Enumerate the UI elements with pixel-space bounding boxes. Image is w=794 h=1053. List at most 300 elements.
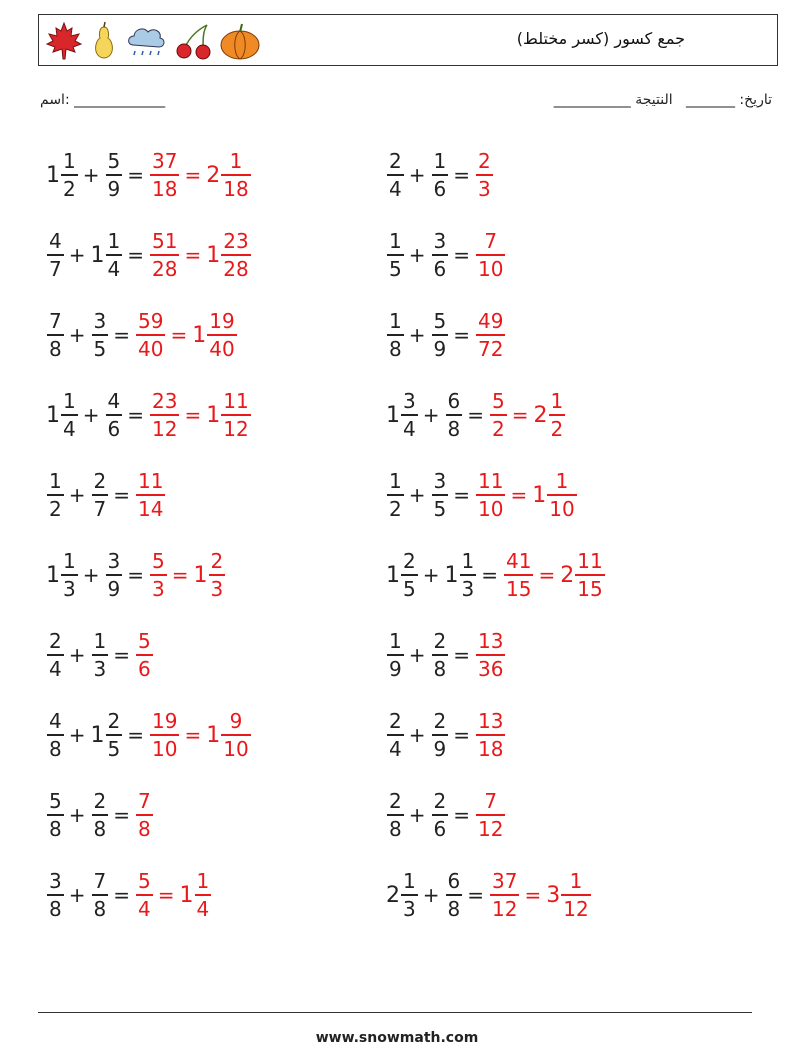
answer-fraction (135, 309, 165, 361)
fraction-bar (106, 174, 123, 176)
equals-sign: = (113, 883, 130, 907)
denominator: 2 (389, 496, 402, 521)
answer (475, 229, 505, 281)
fraction-bar (61, 574, 78, 576)
equals-sign: = (113, 483, 130, 507)
addend-a (46, 149, 78, 201)
denominator: 8 (389, 816, 402, 841)
fraction (504, 549, 533, 601)
denominator: 3 (63, 576, 76, 601)
answer-fraction (475, 469, 505, 521)
addend-a (386, 389, 418, 441)
maple-leaf-icon (45, 21, 83, 61)
answer-mixed-number (206, 709, 250, 761)
pear-icon (89, 21, 119, 61)
fraction (92, 789, 109, 841)
fraction-bar (387, 814, 404, 816)
fraction (150, 389, 179, 441)
denominator: 6 (433, 816, 447, 841)
answer (135, 789, 153, 841)
whole-number: 2 (533, 402, 548, 428)
numerator: 4 (49, 709, 62, 734)
denominator: 2 (49, 496, 62, 521)
fraction (92, 469, 109, 521)
fraction-bar (92, 334, 109, 336)
addend-a (386, 229, 404, 281)
numerator: 1 (569, 869, 583, 894)
fraction-bar (209, 574, 226, 576)
denominator: 9 (107, 576, 121, 601)
fraction (106, 549, 123, 601)
answer-fraction (149, 229, 179, 281)
numerator: 3 (403, 389, 416, 414)
fraction-bar (221, 254, 250, 256)
fraction-bar (136, 334, 165, 336)
problem-row (46, 780, 153, 850)
denominator: 8 (49, 896, 62, 921)
numerator: 4 (107, 389, 121, 414)
denominator: 10 (478, 496, 504, 521)
fraction-bar (47, 814, 64, 816)
fraction (432, 629, 449, 681)
fraction-bar (401, 894, 418, 896)
fraction-bar (432, 494, 449, 496)
numerator: 19 (209, 309, 235, 334)
problem-row (46, 460, 165, 530)
whole-number: 1 (46, 162, 60, 188)
addend-b (91, 709, 123, 761)
numerator: 2 (210, 549, 224, 574)
whole-number: 1 (46, 562, 60, 588)
fraction-bar (387, 734, 404, 736)
fraction-bar (476, 254, 505, 256)
fraction-bar (575, 574, 604, 576)
denominator: 4 (138, 896, 151, 921)
fraction-bar (47, 254, 64, 256)
denominator: 6 (138, 656, 151, 681)
addend-b (445, 549, 477, 601)
denominator: 14 (138, 496, 164, 521)
denominator: 10 (152, 736, 178, 761)
equals-sign: = (127, 723, 144, 747)
addend-b (91, 629, 109, 681)
answer-fraction (149, 709, 179, 761)
answer (149, 149, 251, 201)
equals-sign: = (184, 403, 202, 427)
numerator: 3 (107, 549, 121, 574)
numerator: 5 (49, 789, 62, 814)
whole-number: 1 (192, 322, 207, 348)
fraction (47, 629, 64, 681)
numerator: 1 (461, 549, 475, 574)
fraction (47, 709, 64, 761)
answer (475, 629, 505, 681)
denominator: 7 (93, 496, 107, 521)
numerator: 3 (433, 469, 447, 494)
denominator: 36 (478, 656, 504, 681)
fraction-bar (150, 414, 179, 416)
fraction-bar (547, 494, 576, 496)
numerator: 2 (478, 149, 491, 174)
numerator: 13 (478, 629, 504, 654)
numerator: 11 (138, 469, 164, 494)
whole-number: 1 (90, 242, 105, 268)
equals-sign: = (538, 563, 556, 587)
equals-sign: = (453, 163, 470, 187)
fraction (106, 149, 123, 201)
plus-sign: + (422, 883, 440, 907)
problem-row (386, 460, 577, 530)
problem-row (386, 540, 605, 610)
fraction (490, 869, 519, 921)
denominator: 9 (107, 176, 121, 201)
fraction (136, 629, 153, 681)
numerator: 1 (389, 629, 402, 654)
fraction-bar (446, 414, 463, 416)
whole-number: 3 (546, 882, 561, 908)
fraction (575, 549, 604, 601)
plus-sign: + (82, 403, 100, 427)
denominator: 5 (433, 496, 447, 521)
fraction (92, 629, 109, 681)
whole-number: 2 (560, 562, 575, 588)
denominator: 5 (389, 256, 402, 281)
numerator: 3 (433, 229, 447, 254)
equals-sign: = (510, 483, 528, 507)
fraction (61, 389, 78, 441)
denominator: 40 (138, 336, 164, 361)
addend-a (386, 869, 418, 921)
answer-fraction (135, 789, 153, 841)
answer-fraction (475, 629, 505, 681)
numerator: 11 (577, 549, 603, 574)
fraction (106, 389, 123, 441)
fraction (432, 229, 449, 281)
denominator: 72 (478, 336, 504, 361)
fraction (387, 229, 404, 281)
fraction (106, 709, 123, 761)
answer (475, 149, 493, 201)
fraction-bar (460, 574, 477, 576)
fraction-bar (47, 654, 64, 656)
numerator: 37 (152, 149, 178, 174)
equals-sign: = (524, 883, 542, 907)
fraction-bar (47, 734, 64, 736)
addend-a (46, 869, 64, 921)
fraction (61, 549, 78, 601)
denominator: 3 (403, 896, 416, 921)
addend-b (431, 709, 449, 761)
equals-sign: = (481, 563, 498, 587)
denominator: 6 (107, 416, 121, 441)
plus-sign: + (408, 243, 426, 267)
fraction (47, 869, 64, 921)
fraction-bar (47, 334, 64, 336)
plus-sign: + (82, 563, 100, 587)
denominator: 28 (152, 256, 178, 281)
answer-mixed-number (534, 389, 566, 441)
fraction (47, 229, 64, 281)
denominator: 4 (403, 416, 416, 441)
numerator: 9 (229, 709, 243, 734)
answer-fraction (475, 309, 505, 361)
numerator: 49 (478, 309, 504, 334)
fraction-bar (106, 574, 123, 576)
numerator: 1 (49, 469, 62, 494)
fraction (221, 389, 250, 441)
fraction (432, 309, 449, 361)
addend-a (46, 229, 64, 281)
numerator: 2 (389, 709, 402, 734)
equals-sign: = (184, 243, 202, 267)
answer (135, 469, 165, 521)
equals-sign: = (184, 723, 202, 747)
fraction-bar (401, 574, 418, 576)
answer-mixed-number (180, 869, 212, 921)
numerator: 7 (93, 869, 107, 894)
denominator: 4 (63, 416, 76, 441)
fraction (150, 229, 179, 281)
fraction (476, 709, 505, 761)
plus-sign: + (408, 163, 426, 187)
plus-sign: + (422, 563, 440, 587)
numerator: 2 (389, 789, 402, 814)
addend-a (386, 789, 404, 841)
denominator: 3 (152, 576, 165, 601)
numerator: 11 (223, 389, 249, 414)
denominator: 10 (223, 736, 249, 761)
addend-b (445, 389, 463, 441)
numerator: 1 (196, 869, 210, 894)
answer (475, 789, 505, 841)
answer-mixed-number (560, 549, 604, 601)
fraction (547, 469, 576, 521)
numerator: 7 (484, 229, 498, 254)
denominator: 12 (563, 896, 589, 921)
problem-row (386, 860, 591, 930)
fraction-bar (476, 334, 505, 336)
fraction-bar (476, 734, 505, 736)
answer (149, 389, 251, 441)
denominator: 3 (478, 176, 491, 201)
fraction-bar (106, 734, 123, 736)
denominator: 8 (138, 816, 151, 841)
fraction (446, 869, 463, 921)
fraction (92, 869, 109, 921)
numerator: 19 (152, 709, 178, 734)
fraction (150, 549, 167, 601)
numerator: 2 (403, 549, 416, 574)
fraction-bar (47, 494, 64, 496)
numerator: 41 (506, 549, 532, 574)
rain-cloud-icon (125, 21, 167, 61)
icon-strip (45, 19, 261, 63)
answer-mixed-number (194, 549, 226, 601)
fraction (195, 869, 212, 921)
equals-sign: = (453, 243, 470, 267)
denominator: 8 (389, 336, 402, 361)
fraction (387, 309, 404, 361)
fraction-bar (446, 894, 463, 896)
fraction (136, 869, 153, 921)
fraction (401, 549, 418, 601)
fraction (460, 549, 477, 601)
equals-sign: = (113, 643, 130, 667)
denominator: 4 (389, 736, 402, 761)
plus-sign: + (68, 643, 86, 667)
fraction (387, 629, 404, 681)
fraction-bar (387, 174, 404, 176)
answer (135, 869, 211, 921)
answer-fraction (503, 549, 533, 601)
denominator: 12 (478, 816, 504, 841)
fraction-bar (150, 254, 179, 256)
answer (475, 709, 505, 761)
fraction-bar (549, 414, 566, 416)
whole-number: 1 (444, 562, 459, 588)
equals-sign: = (113, 803, 130, 827)
fraction (432, 789, 449, 841)
fraction-bar (61, 174, 78, 176)
fraction (490, 389, 507, 441)
numerator: 2 (433, 629, 447, 654)
fraction-bar (92, 654, 109, 656)
fraction (47, 309, 64, 361)
fraction-bar (476, 174, 493, 176)
plus-sign: + (408, 723, 426, 747)
answer-fraction (475, 709, 505, 761)
numerator: 1 (107, 229, 121, 254)
answer-fraction (475, 229, 505, 281)
plus-sign: + (68, 243, 86, 267)
numerator: 2 (93, 469, 107, 494)
whole-number: 2 (386, 882, 400, 908)
problem-row (386, 780, 505, 850)
numerator: 1 (403, 869, 416, 894)
fraction-bar (195, 894, 212, 896)
denominator: 8 (93, 896, 107, 921)
denominator: 10 (549, 496, 575, 521)
denominator: 3 (93, 656, 107, 681)
numerator: 6 (447, 389, 461, 414)
denominator: 9 (389, 656, 402, 681)
denominator: 8 (49, 336, 62, 361)
fraction (387, 149, 404, 201)
numerator: 7 (49, 309, 62, 334)
fraction (561, 869, 590, 921)
fraction-bar (490, 414, 507, 416)
numerator: 3 (93, 309, 107, 334)
plus-sign: + (408, 643, 426, 667)
problem-row (386, 300, 505, 370)
numerator: 2 (93, 789, 107, 814)
plus-sign: + (408, 803, 426, 827)
numerator: 1 (63, 549, 76, 574)
answer-fraction (149, 389, 179, 441)
numerator: 2 (389, 149, 402, 174)
whole-number: 1 (386, 402, 400, 428)
fraction-bar (136, 814, 153, 816)
numerator: 4 (49, 229, 62, 254)
answer-mixed-number (206, 389, 250, 441)
problem-row (386, 220, 505, 290)
fraction-bar (150, 734, 179, 736)
denominator: 9 (433, 336, 447, 361)
fraction-bar (387, 254, 404, 256)
fraction-bar (476, 654, 505, 656)
fraction-bar (432, 254, 449, 256)
addend-a (46, 469, 64, 521)
fraction-bar (387, 494, 404, 496)
fraction-bar (432, 334, 449, 336)
fraction (476, 469, 505, 521)
equals-sign: = (453, 803, 470, 827)
whole-number: 1 (206, 242, 221, 268)
fraction-bar (221, 414, 250, 416)
answer-fraction (475, 789, 505, 841)
answer (149, 549, 225, 601)
fraction-bar (432, 814, 449, 816)
fraction (387, 469, 404, 521)
denominator: 4 (196, 896, 210, 921)
numerator: 7 (138, 789, 151, 814)
answer-fraction (475, 149, 493, 201)
addend-b (105, 389, 123, 441)
answer-fraction (489, 389, 507, 441)
answer-fraction (135, 869, 153, 921)
equals-sign: = (127, 403, 144, 427)
date-score-field: تاريخ: _______ النتيجة ___________ (553, 92, 772, 108)
whole-number: 1 (386, 562, 400, 588)
problem-row (386, 620, 505, 690)
denominator: 6 (433, 176, 447, 201)
problem-row (46, 220, 251, 290)
fraction-bar (106, 414, 123, 416)
fraction (549, 389, 566, 441)
plus-sign: + (422, 403, 440, 427)
numerator: 2 (433, 789, 447, 814)
fraction (476, 229, 505, 281)
denominator: 4 (389, 176, 402, 201)
numerator: 1 (229, 149, 243, 174)
denominator: 5 (93, 336, 107, 361)
fraction-bar (47, 894, 64, 896)
whole-number: 1 (206, 402, 221, 428)
fraction (221, 149, 250, 201)
answer (135, 309, 237, 361)
answer-fraction (489, 869, 519, 921)
numerator: 1 (389, 469, 402, 494)
equals-sign: = (170, 323, 188, 347)
equals-sign: = (127, 563, 144, 587)
denominator: 28 (223, 256, 249, 281)
addend-a (46, 629, 64, 681)
denominator: 10 (478, 256, 504, 281)
fraction-bar (432, 654, 449, 656)
header-box (38, 14, 778, 66)
equals-sign: = (127, 243, 144, 267)
plus-sign: + (68, 483, 86, 507)
addend-a (386, 549, 418, 601)
numerator: 1 (93, 629, 107, 654)
addend-a (46, 389, 78, 441)
problem-row (386, 700, 505, 770)
problem-row (46, 700, 251, 770)
denominator: 40 (209, 336, 235, 361)
numerator: 2 (49, 629, 62, 654)
addend-a (386, 469, 404, 521)
numerator: 1 (555, 469, 569, 494)
